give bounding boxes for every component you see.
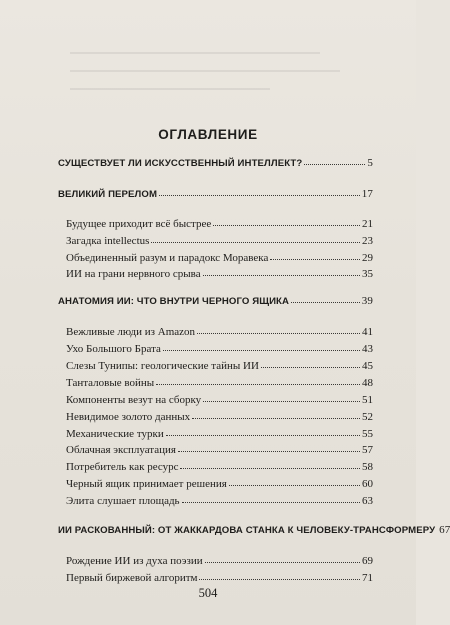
toc-chapter-entry — [66, 411, 373, 424]
toc-entry-title: Невидимое золото данных — [66, 411, 191, 423]
toc-chapter-entry — [66, 444, 373, 457]
dot-leader — [192, 415, 360, 419]
toc-entry-page: 48 — [362, 377, 373, 389]
dot-leader — [203, 398, 360, 402]
dot-leader — [178, 448, 360, 452]
dot-leader — [180, 465, 360, 469]
toc-chapter-entry — [66, 235, 373, 248]
toc-entry-page: 29 — [362, 252, 373, 264]
dot-leader — [199, 576, 360, 580]
dot-leader — [229, 482, 360, 486]
toc-title: ОГЛАВЛЕНИЕ — [158, 127, 258, 142]
dot-leader — [156, 381, 360, 385]
dot-leader — [197, 330, 360, 334]
dot-leader — [213, 222, 360, 226]
toc-entry-title: ВЕЛИКИЙ ПЕРЕЛОМ — [58, 189, 158, 200]
dot-leader — [182, 499, 360, 503]
toc-entry-page: 23 — [362, 235, 373, 247]
toc-entry-page: 67 — [439, 524, 450, 536]
dot-leader — [205, 559, 360, 563]
toc-entry-title: ИИ РАСКОВАННЫЙ: ОТ ЖАККАРДОВА СТАНКА К ЧЕЛОВЕКУ-ТРАНСФОРМЕРУ — [58, 525, 436, 536]
bleed-through-text — [70, 52, 320, 54]
toc-entry-page: 45 — [362, 360, 373, 372]
toc-chapter-entry — [66, 268, 373, 281]
toc-part-entry — [58, 524, 450, 537]
toc-chapter-entry — [66, 495, 373, 508]
toc-chapter-entry — [66, 394, 373, 407]
toc-part-entry — [58, 157, 373, 170]
dot-leader — [163, 347, 360, 351]
toc-entry-title: Рождение ИИ из духа поэзии — [66, 555, 203, 567]
toc-entry-title: Облачная эксплуатация — [66, 444, 176, 456]
toc-chapter-entry — [66, 343, 373, 356]
toc-entry-title: Потребитель как ресурс — [66, 461, 179, 473]
toc-entry-title: Объединенный разум и парадокс Моравека — [66, 252, 269, 264]
dot-leader — [203, 272, 360, 276]
toc-entry-page: 71 — [362, 572, 373, 584]
toc-entry-title: Черный ящик принимает решения — [66, 478, 227, 490]
page-number: 504 — [198, 586, 218, 600]
toc-entry-page: 52 — [362, 411, 373, 423]
toc-entry-page: 69 — [362, 555, 373, 567]
toc-entry-page: 63 — [362, 495, 373, 507]
toc-part-entry — [58, 188, 373, 201]
toc-entry-title: Танталовые войны — [66, 377, 155, 389]
toc-entry-title: СУЩЕСТВУЕТ ЛИ ИСКУССТВЕННЫЙ ИНТЕЛЛЕКТ? — [58, 158, 303, 169]
toc-chapter-entry — [66, 428, 373, 441]
dot-leader — [159, 192, 360, 196]
toc-chapter-entry — [66, 478, 373, 491]
toc-entry-title: Вежливые люди из Amazon — [66, 326, 196, 338]
toc-chapter-entry — [66, 218, 373, 231]
toc-entry-title: АНАТОМИЯ ИИ: ЧТО ВНУТРИ ЧЕРНОГО ЯЩИКА — [58, 296, 290, 307]
toc-chapter-entry — [66, 326, 373, 339]
toc-entry-title: Элита слушает площадь — [66, 495, 180, 507]
toc-chapter-entry — [66, 461, 373, 474]
toc-entry-title: Будущее приходит всё быстрее — [66, 218, 212, 230]
toc-part-entry — [58, 295, 373, 308]
toc-entry-page: 60 — [362, 478, 373, 490]
toc-entry-page: 55 — [362, 428, 373, 440]
toc-entry-page: 17 — [361, 188, 373, 200]
toc-entry-title: Компоненты везут на сборку — [66, 394, 202, 406]
toc-entry-title: Загадка intellectus — [66, 235, 150, 247]
toc-chapter-entry — [66, 360, 373, 373]
toc-entry-title: Ухо Большого Брата — [66, 343, 161, 355]
bleed-through-text — [70, 88, 270, 90]
toc-entry-page: 35 — [362, 268, 373, 280]
toc-entry-page: 21 — [362, 218, 373, 230]
dot-leader — [270, 256, 360, 260]
dot-leader — [291, 299, 360, 303]
dot-leader — [261, 364, 360, 368]
toc-entry-page: 39 — [361, 295, 373, 307]
toc-entry-page: 5 — [367, 157, 373, 169]
toc-entry-title: ИИ на грани нервного срыва — [66, 268, 201, 280]
toc-entry-page: 57 — [362, 444, 373, 456]
toc-chapter-entry — [66, 572, 373, 585]
bleed-through-text — [70, 70, 340, 72]
toc-chapter-entry — [66, 555, 373, 568]
dot-leader — [151, 239, 360, 243]
toc-chapter-entry — [66, 252, 373, 265]
toc-entry-title: Механические турки — [66, 428, 164, 440]
toc-entry-page: 58 — [362, 461, 373, 473]
toc-entry-page: 41 — [362, 326, 373, 338]
toc-entry-title: Первый биржевой алгоритм — [66, 572, 198, 584]
dot-leader — [166, 432, 360, 436]
toc-entry-page: 51 — [362, 394, 373, 406]
dot-leader — [304, 161, 365, 165]
toc-entry-title: Слезы Тунипы: геологические тайны ИИ — [66, 360, 259, 372]
toc-chapter-entry — [66, 377, 373, 390]
toc-entry-page: 43 — [362, 343, 373, 355]
